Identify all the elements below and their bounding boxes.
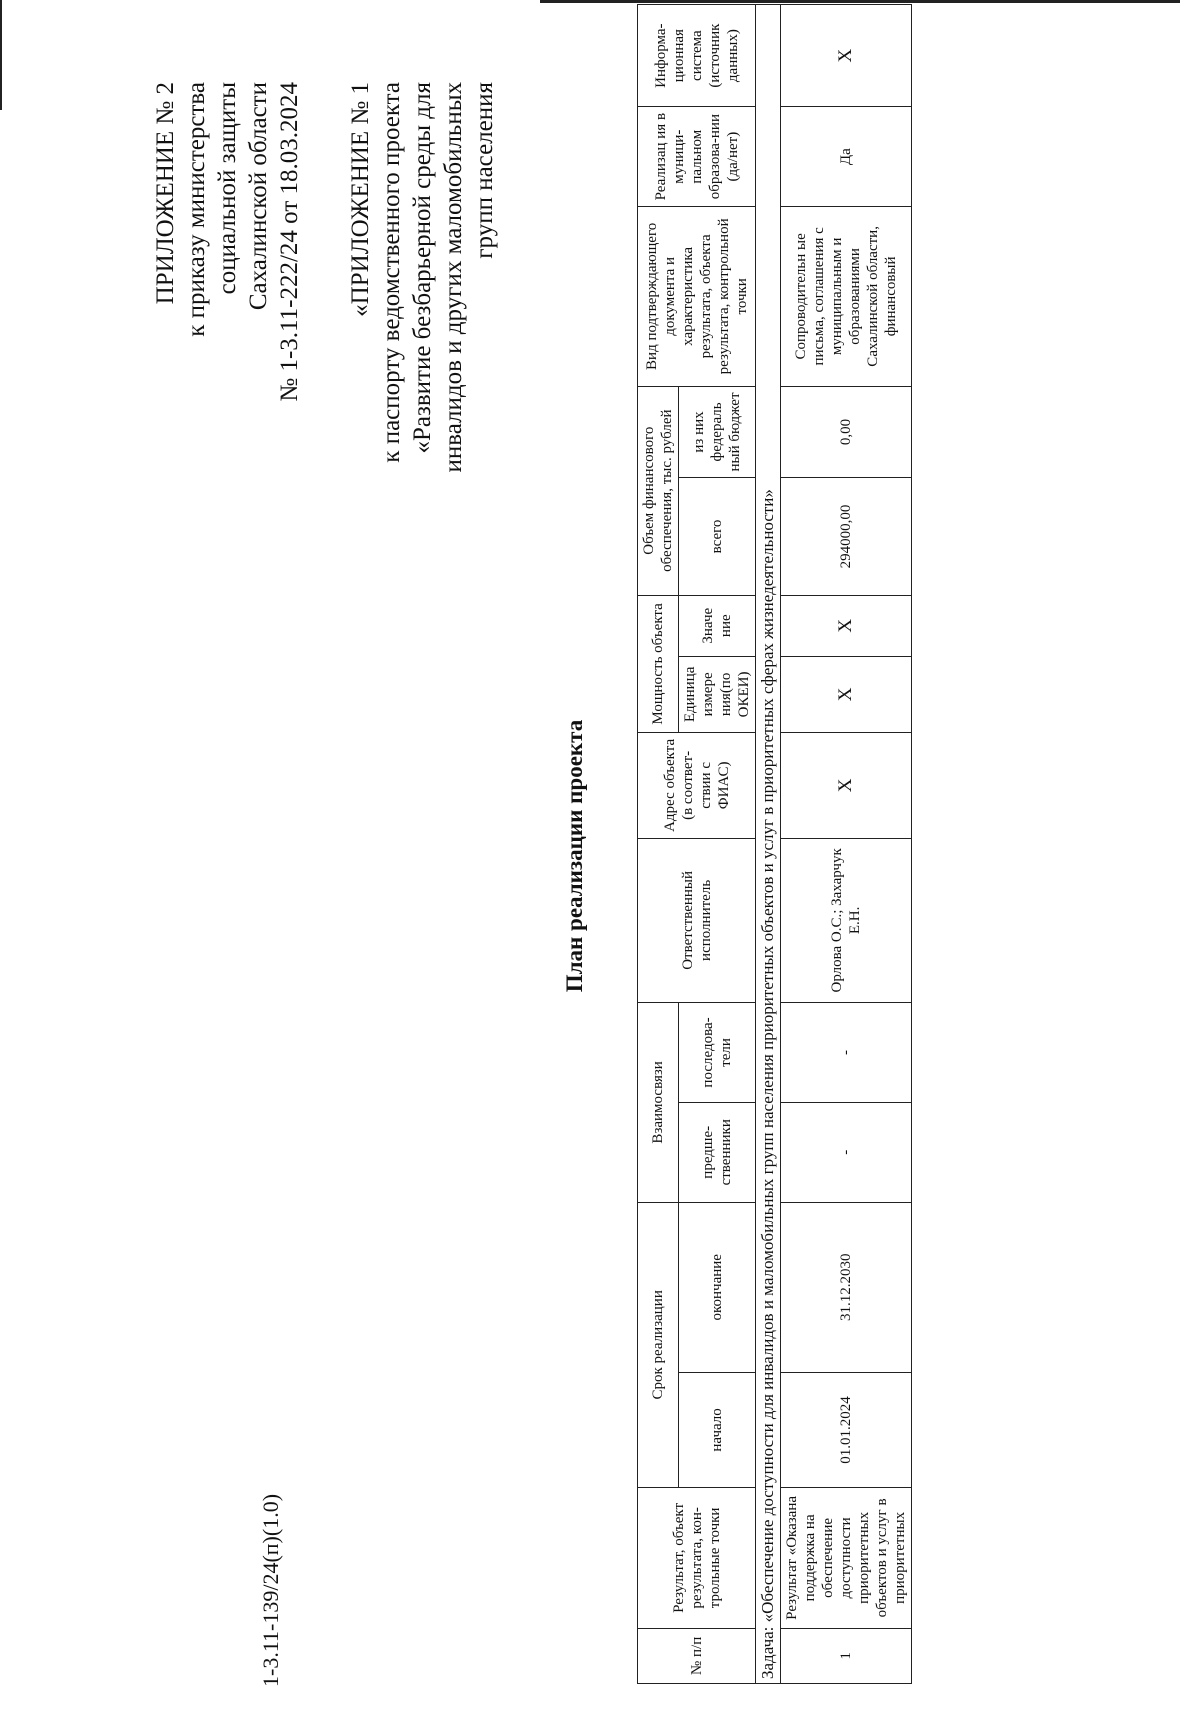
passport-line: к паспорту ведомственного проекта <box>378 82 405 463</box>
col-links-pred: предше-ственники <box>679 1102 756 1202</box>
row-num: 1 <box>781 1628 912 1683</box>
row-address: Х <box>781 733 912 839</box>
row-doc: Сопроводительн ые письма, соглашения с муниципальным и образованиями Сахалинской области, финансовый <box>781 207 912 387</box>
row-total: 294000,00 <box>781 478 912 595</box>
row-municipal: Да <box>781 107 912 207</box>
row-info: Х <box>781 5 912 107</box>
order-line: социальной защиты <box>214 82 241 295</box>
table-row <box>781 5 912 1684</box>
plan-table <box>637 4 912 1684</box>
passport-appendix: «ПРИЛОЖЕНИЕ № 1 <box>347 82 374 317</box>
passport-line: инвалидов и других маломобильных <box>440 82 467 473</box>
row-result: Результат «Оказана поддержка на обеспечение доступности приоритетных объектов и услуг в приоритетных <box>781 1487 912 1628</box>
col-period: Срок реализации <box>638 1202 679 1487</box>
header-row-1 <box>638 5 679 1684</box>
col-period-end: окончание <box>679 1202 756 1372</box>
passport-line: групп населения <box>471 82 498 259</box>
row-pred: - <box>781 1102 912 1202</box>
task-row <box>756 5 781 1684</box>
col-municipal: Реализац ия в муници-пальном образова-нии (да/нет) <box>638 107 756 207</box>
col-responsible: Ответственный исполнитель <box>638 838 756 1002</box>
col-num: № п/п <box>638 1628 756 1683</box>
order-number: № 1-3.11-222/24 от 18.03.2024 <box>276 82 303 402</box>
row-federal: 0,00 <box>781 386 912 478</box>
row-value: Х <box>781 595 912 656</box>
row-responsible: Орлова О.С.; Захарчук Е.Н. <box>781 838 912 1002</box>
col-result: Результат, объект результата, кон-трольные точки <box>638 1487 756 1628</box>
col-capacity: Мощность объекта <box>638 595 679 732</box>
row-start: 01.01.2024 <box>781 1372 912 1487</box>
col-period-start: начало <box>679 1372 756 1487</box>
col-doc-type: Вид подтверждающего документа и характеристика результата, объекта результата, контрольной точки <box>638 207 756 387</box>
row-unit: Х <box>781 656 912 732</box>
col-address: Адрес объекта (в соответ-ствии с ФИАС) <box>638 733 756 839</box>
col-finance-total: всего <box>679 478 756 595</box>
col-links: Взаимосвязи <box>638 1003 679 1203</box>
col-finance-federal: из них федераль ный бюджет <box>679 386 756 478</box>
order-line: Сахалинской области <box>245 82 272 311</box>
footer-code: 1-3.11-139/24(п)(1.0) <box>258 1493 283 1687</box>
col-finance: Объем финансового обеспечения, тыс. рублей <box>638 386 679 595</box>
appendix-header <box>150 82 500 532</box>
document-title: План реализации проекта <box>562 719 587 993</box>
row-end: 31.12.2030 <box>781 1202 912 1372</box>
col-info-system: Информа-ционная система (источник данных) <box>638 5 756 107</box>
passport-line: «Развитие безбарьерной среды для <box>409 82 436 454</box>
row-succ: - <box>781 1003 912 1103</box>
col-links-succ: последова-тели <box>679 1003 756 1103</box>
col-capacity-unit: Единица измере ния(по ОКЕИ) <box>679 656 756 732</box>
task-text: Задача: «Обеспечение доступности для инвалидов и маломобильных групп населения приоритетных объектов и услуг в приоритетных сферах жизнедеятельности» <box>756 5 781 1684</box>
col-capacity-value: Значе ние <box>679 595 756 656</box>
appendix-number: ПРИЛОЖЕНИЕ № 2 <box>152 82 179 305</box>
order-line: к приказу министерства <box>183 82 210 337</box>
